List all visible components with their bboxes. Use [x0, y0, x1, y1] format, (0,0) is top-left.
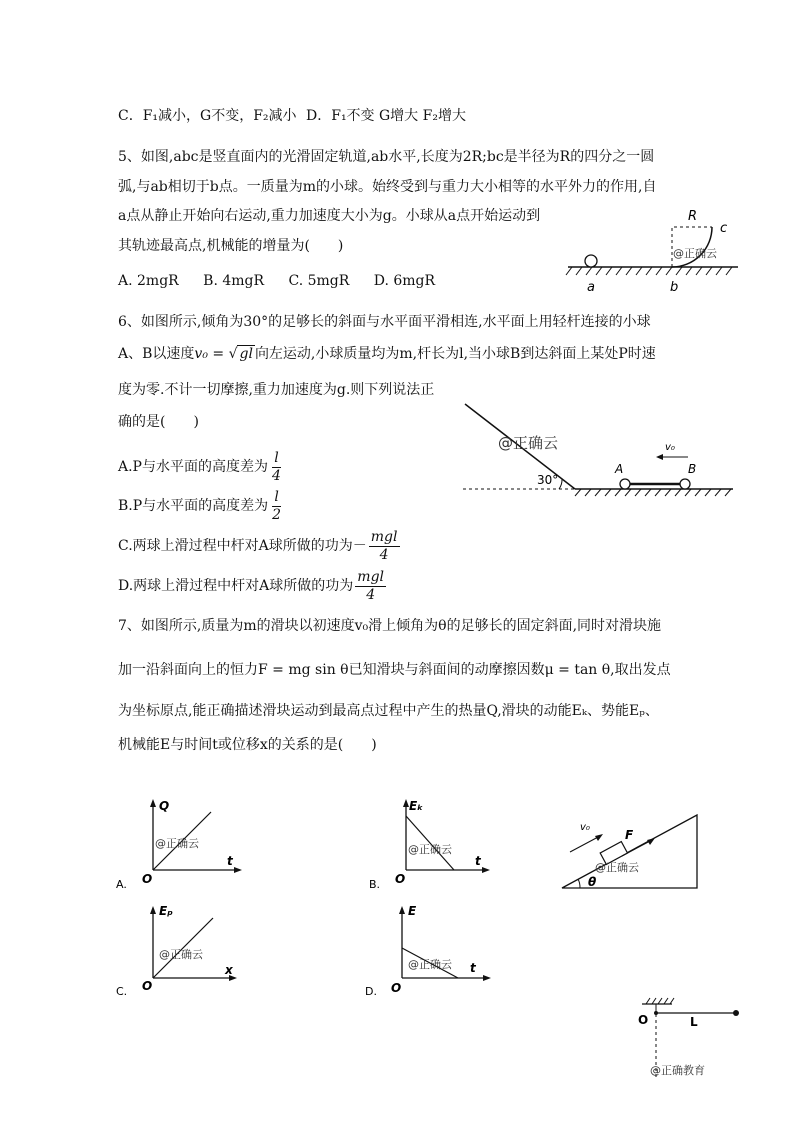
- label-b: b: [670, 280, 679, 295]
- graph-d-letter: D.: [365, 985, 377, 998]
- q6-option-b: B.P与水平面的高度差为 $\frac{l}{2}$: [118, 488, 282, 523]
- watermark: @正确云: [498, 434, 559, 452]
- ball-B: [680, 479, 690, 489]
- q7-incline-figure: [560, 812, 710, 892]
- q5-options: [118, 271, 455, 291]
- watermark: @正确云: [408, 843, 452, 856]
- q6-line3: 度为零.不计一切摩擦,重力加速度为g.则下列说法正: [118, 382, 435, 398]
- graph-c-origin: O: [142, 979, 153, 993]
- graph-a-xlabel: t: [227, 854, 233, 868]
- label-A: A: [615, 462, 624, 476]
- q5-line3: a点从静止开始向右运动,重力加速度大小为g。小球从a点开始运动到: [118, 208, 541, 224]
- ball: [585, 255, 597, 267]
- q7-graph-b: [366, 795, 506, 895]
- theta-label: θ: [588, 875, 597, 889]
- q5-option-c: C. 5mgR: [288, 273, 350, 289]
- q5-option-a: A. 2mgR: [118, 273, 179, 289]
- q5-line2: 弧,与ab相切于b点。一质量为m的小球。始终受到与重力大小相等的水平外力的作用,自: [118, 179, 657, 195]
- q5-option-b: B. 4mgR: [203, 273, 265, 289]
- watermark: @正确云: [673, 247, 717, 260]
- graph-d-ylabel: E: [408, 904, 417, 918]
- q5-line1: 5、如图,abc是竖直面内的光滑固定轨道,ab水平,长度为2R;bc是半径为R的四分之一圆: [118, 149, 655, 165]
- pendulum-bob: [733, 1010, 739, 1016]
- q7-graph-a: [113, 795, 253, 895]
- graph-c-xlabel: x: [225, 963, 233, 977]
- q6-line4: 确的是( ): [118, 414, 199, 430]
- watermark: @正确教育: [650, 1064, 705, 1077]
- prev-option-c: C．F₁减小，G不变，F₂减小: [118, 108, 297, 124]
- label-R: R: [688, 209, 698, 224]
- graph-c-ylabel: Eₚ: [159, 904, 173, 918]
- q6-line2: A、B以速度v₀ = √ gl 向左运动,小球质量均为m,杆长为l,当小球B到达斜面上某处P时速: [118, 346, 656, 362]
- watermark: @正确云: [595, 861, 639, 874]
- q7-line3: 为坐标原点,能正确描述滑块运动到最高点过程中产生的热量Q,滑块的动能Eₖ、势能Eₚ、: [118, 703, 659, 719]
- prev-option-d: D．F₁不变 G增大 F₂增大: [306, 108, 466, 124]
- label-B: B: [688, 462, 697, 476]
- graph-a-ylabel: Q: [159, 799, 170, 813]
- q5-track-figure: [560, 205, 750, 295]
- q6-option-c: C.两球上滑过程中杆对A球所做的功为－ $\frac{\text{mgl}}{4}$: [118, 528, 398, 563]
- label-c: c: [720, 221, 728, 236]
- graph-b-xlabel: t: [475, 854, 481, 868]
- v0-label: v₀: [665, 442, 675, 453]
- next-figure: [632, 992, 752, 1082]
- q6-option-d: D.两球上滑过程中杆对A球所做的功为 $\frac{\text{mgl}}{4}$: [118, 568, 385, 603]
- graph-b-ylabel: Eₖ: [409, 799, 424, 813]
- watermark: @正确云: [408, 958, 452, 971]
- q6-incline-figure: [463, 400, 743, 500]
- graph-b-origin: O: [395, 872, 406, 886]
- q7-line1: 7、如图所示,质量为m的滑块以初速度v₀滑上倾角为θ的足够长的固定斜面,同时对滑块施: [118, 618, 662, 634]
- v0-label: v₀: [580, 822, 590, 833]
- ball-A: [620, 479, 630, 489]
- graph-a-letter: A.: [116, 878, 127, 891]
- q7-graph-d: [362, 900, 502, 1000]
- q5-option-d: D. 6mgR: [373, 273, 436, 289]
- F-label: F: [625, 828, 634, 842]
- graph-b-letter: B.: [369, 878, 381, 891]
- label-L: L: [690, 1015, 698, 1029]
- label-O: O: [638, 1013, 649, 1027]
- label-a: a: [587, 280, 595, 295]
- watermark: @正确云: [159, 948, 203, 961]
- graph-c-letter: C.: [116, 985, 128, 998]
- q6-line1: 6、如图所示,倾角为30°的足够长的斜面与水平面平滑相连,水平面上用轻杆连接的小球: [118, 314, 651, 330]
- q6-option-a: A.P与水平面的高度差为 $\frac{l}{4}$: [118, 449, 281, 484]
- q7-line2: 加一沿斜面向上的恒力F = mg sin θ已知滑块与斜面间的动摩擦因数μ = tan θ,取出发点: [118, 662, 671, 678]
- graph-d-origin: O: [391, 981, 402, 995]
- watermark: @正确云: [155, 837, 199, 850]
- graph-a-origin: O: [142, 872, 153, 886]
- q5-line4: 其轨迹最高点,机械能的增量为( ): [118, 238, 344, 254]
- angle-label: 30°: [537, 473, 559, 487]
- q7-graph-c: [113, 900, 253, 1000]
- graph-d-xlabel: t: [470, 961, 476, 975]
- q7-line4: 机械能E与时间t或位移x的关系的是( ): [118, 737, 377, 753]
